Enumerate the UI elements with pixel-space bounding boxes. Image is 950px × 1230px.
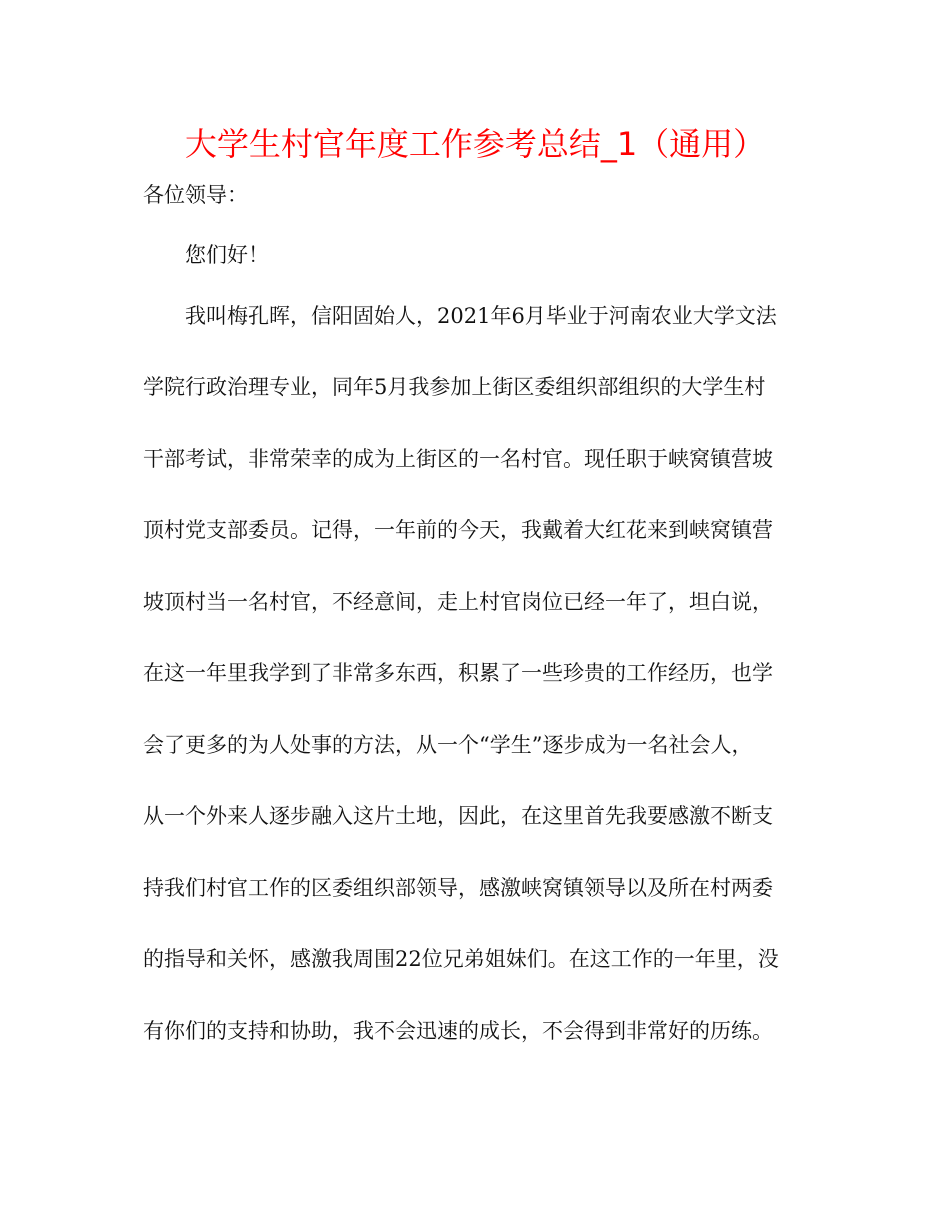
paragraph-line: 顶村党支部委员。记得，一年前的今天，我戴着大红花来到峡窝镇营 bbox=[143, 518, 773, 542]
paragraph-line: 从一个外来人逐步融入这片土地，因此，在这里首先我要感激不断支 bbox=[143, 804, 773, 828]
document-title: 大学生村官年度工作参考总结_1（通用） bbox=[184, 125, 766, 163]
paragraph-line: 我叫梅孔晖，信阳固始人，2021年6月毕业于河南农业大学文法 bbox=[185, 304, 777, 328]
paragraph-line: 坡顶村当一名村官，不经意间，走上村官岗位已经一年了，坦白说， bbox=[143, 590, 773, 614]
greeting: 您们好！ bbox=[185, 243, 269, 267]
paragraph-line: 在这一年里我学到了非常多东西，积累了一些珍贵的工作经历，也学 bbox=[143, 661, 773, 685]
paragraph-line: 的指导和关怀，感激我周围22位兄弟姐妹们。在这工作的一年里，没 bbox=[143, 947, 779, 971]
paragraph-line: 持我们村官工作的区委组织部领导，感激峡窝镇领导以及所在村两委 bbox=[143, 876, 773, 900]
paragraph-line: 有你们的支持和协助，我不会迅速的成长，不会得到非常好的历练。 bbox=[143, 1019, 773, 1043]
paragraph-line: 干部考试，非常荣幸的成为上街区的一名村官。现任职于峡窝镇营坡 bbox=[143, 447, 773, 471]
paragraph-line: 学院行政治理专业，同年5月我参加上街区委组织部组织的大学生村 bbox=[143, 375, 766, 399]
paragraph-line: 会了更多的为人处事的方法，从一个“学生”逐步成为一名社会人， bbox=[143, 733, 753, 757]
salutation: 各位领导： bbox=[143, 183, 248, 207]
